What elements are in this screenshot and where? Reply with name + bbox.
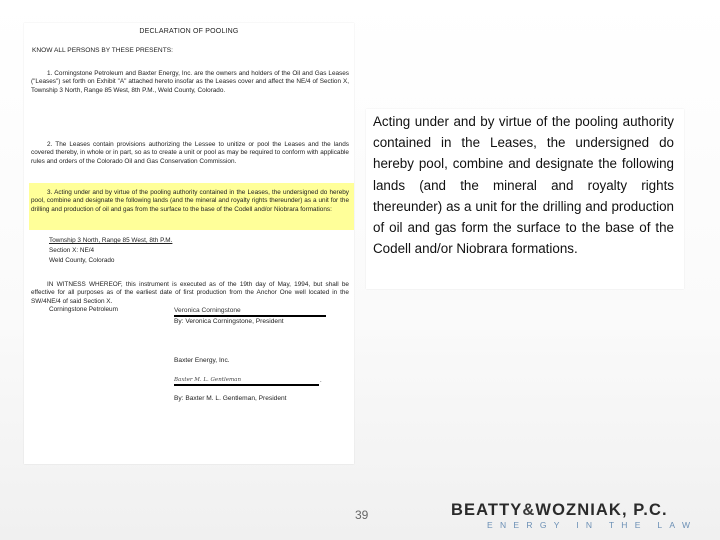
company-2-name: Baxter Energy, Inc.	[174, 357, 230, 364]
signer-2: By: Baxter M. L. Gentleman, President	[174, 395, 287, 402]
paragraph-2: 2. The Leases contain provisions authorizing the Lessee to unitize or pool the Leases and the lands covered thereby, in whole or in part, so as to create a unit or pool as may be required to conform with applicable rules and orders of the Colorado Oil and Gas Conservation Commission.	[31, 141, 349, 165]
logo-part-2: WOZNIAK, P.C.	[535, 501, 668, 519]
signature-line-2-end: .	[320, 378, 322, 384]
document-page	[24, 23, 354, 464]
paragraph-3: 3. Acting under and by virtue of the pooling authority contained in the Leases, the undersigned do hereby pool, combine and designate the following lands (and the mineral and royalty rights thereunder) as a unit for the drilling and production of oil and gas from the surface to the base of the Codell and/or Niobrara formations:	[31, 189, 349, 213]
firm-tagline: ENERGY IN THE LAW	[487, 520, 698, 530]
firm-logo	[451, 501, 668, 520]
page-number: 39	[355, 508, 369, 522]
signature-line-2: Baxter M. L. Gentleman	[174, 376, 319, 386]
legal-county: Weld County, Colorado	[49, 257, 115, 264]
signature-line-1: Veronica Corningstone	[174, 306, 326, 317]
legal-section: Section X: NE/4	[49, 247, 95, 254]
legal-description	[49, 236, 172, 266]
logo-part-1: BEATTY	[451, 501, 523, 519]
signer-1: By: Veronica Corningstone, President	[174, 318, 284, 325]
paragraph-1: 1. Corningstone Petroleum and Baxter Energy, Inc. are the owners and holders of the Oil and Gas Leases ("Leases") set forth on Exhibit "A" attached hereto insofar as the Leases cover and affect the NE/4 of Section X, Township 3 North, Range 85 West, 8th P.M., Weld County, Colorado.	[31, 70, 349, 94]
company-1-name: Corningstone Petroleum	[49, 306, 118, 313]
know-all-line: KNOW ALL PERSONS BY THESE PRESENTS:	[32, 47, 173, 54]
paragraph-witness: IN WITNESS WHEREOF, this instrument is executed as of the 19th day of May, 1994, but shall be effective for all purposes as of the earliest date of first production from the Anchor One well located in the SW/4NE/4 of said Section X.	[31, 281, 349, 305]
document-title: DECLARATION OF POOLING	[139, 28, 239, 35]
legal-township: Township 3 North, Range 85 West, 8th P.M.	[49, 237, 173, 244]
logo-ampersand: &	[522, 501, 536, 519]
callout-text: Acting under and by virtue of the pooling authority contained in the Leases, the undersigned do hereby pool, combine and designate the following lands (and the mineral and royalty rights thereunder) as a unit for the drilling and production of oil and gas form the surface to the base of the Codell and/or Niobrara formations.	[373, 114, 674, 257]
callout-box	[366, 109, 684, 289]
